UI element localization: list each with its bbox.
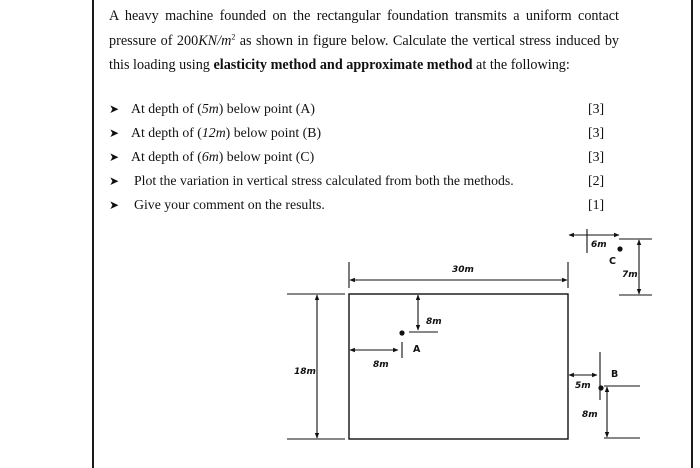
question-text: Plot the variation in vertical stress calculated from both the methods. [134, 173, 514, 188]
bullet-arrow-icon: ➤ [109, 150, 120, 164]
problem-line-1: A heavy machine founded on the rectangular foundation transmits a uniform contact [109, 8, 619, 24]
question-text: At depth of ( [131, 149, 202, 164]
problem-line-2-start: pressure of [109, 32, 177, 49]
question-depth: 6m [201, 149, 219, 164]
point-c-x-label: 6m [591, 240, 607, 250]
question-marks: [3] [588, 149, 605, 164]
point-a-label: A [413, 344, 421, 355]
question-point: ) below point (C) [218, 149, 315, 164]
methods-emphasis: elasticity method and approximate method [213, 57, 473, 73]
question-marks: [2] [588, 173, 605, 188]
bullet-arrow-icon: ➤ [109, 126, 120, 140]
bullet-arrow-icon: ➤ [109, 198, 120, 212]
question-text: At depth of ( [131, 101, 202, 116]
point-b-marker [598, 385, 603, 390]
question-marks: [3] [588, 101, 605, 116]
bullet-arrow-icon: ➤ [109, 102, 120, 116]
bullet-arrow-icon: ➤ [109, 174, 120, 188]
point-a-x-label: 8m [373, 360, 389, 370]
question-text: Give your comment on the results. [134, 197, 325, 212]
pressure-value: 200 [176, 32, 199, 49]
question-text: At depth of ( [131, 125, 202, 140]
question-point: ) below point (A) [218, 101, 315, 116]
point-b-label: B [611, 369, 619, 380]
question-point: ) below point (B) [225, 125, 322, 140]
point-b-y-label: 8m [582, 410, 598, 420]
question-depth: 12m [201, 125, 226, 140]
problem-line-3-start: this loading using [109, 57, 214, 73]
problem-line-3-end: at the following: [472, 57, 570, 73]
point-a-marker [399, 330, 404, 335]
question-marks: [3] [588, 125, 605, 140]
point-c-marker [617, 246, 622, 251]
problem-line-2-end: as shown in figure below. Calculate the vertical stress induced by [235, 32, 620, 49]
point-c-label: C [609, 256, 616, 267]
width-label: 30m [452, 265, 474, 275]
question-depth: 5m [201, 101, 219, 116]
pressure-unit: KN/m [198, 32, 232, 49]
point-a-y-label: 8m [426, 317, 442, 327]
point-b-x-label: 5m [575, 381, 591, 391]
height-label: 18m [294, 367, 316, 377]
pressure-exponent: 2 [231, 31, 236, 41]
question-marks: [1] [588, 197, 605, 212]
point-c-y-label: 7m [622, 270, 638, 280]
